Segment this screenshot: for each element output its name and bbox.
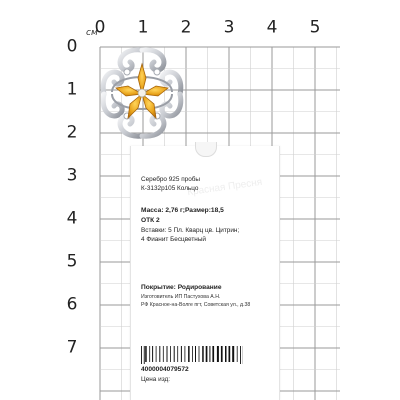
ruler-top-2: 2 bbox=[180, 17, 192, 38]
barcode-bar bbox=[221, 346, 223, 362]
barcode-bar bbox=[145, 346, 147, 362]
tag-weight-size: Масса: 2,76 г;Размер:18,5 bbox=[141, 207, 224, 214]
ruler-top-3: 3 bbox=[223, 17, 235, 38]
barcode-bar bbox=[177, 346, 178, 362]
ruler-left-1: 1 bbox=[66, 79, 78, 100]
tag-maker-2: РФ Красное-на-Волге пгт, Советская ул., д.38 bbox=[141, 302, 251, 308]
barcode-bar bbox=[159, 346, 160, 362]
ruler-left-5: 5 bbox=[66, 251, 78, 272]
barcode-guard-bar bbox=[144, 346, 145, 364]
tag-article: К-3132р105 Кольцо bbox=[141, 185, 199, 192]
flower-center-stone bbox=[138, 89, 146, 97]
barcode-bar bbox=[206, 346, 208, 362]
barcode-bar bbox=[192, 346, 193, 362]
ruler-left-4: 4 bbox=[66, 208, 78, 229]
tag-inserts-2: 4 Фианит Бесцветный bbox=[141, 236, 207, 243]
tag-otk: ОТК 2 bbox=[141, 217, 160, 224]
barcode-bar bbox=[156, 346, 157, 362]
barcode-bar bbox=[217, 346, 219, 362]
ruler-left-3: 3 bbox=[66, 165, 78, 186]
barcode-bar bbox=[232, 346, 234, 362]
ruler-left-7: 7 bbox=[66, 337, 78, 358]
barcode-bar bbox=[229, 346, 231, 362]
tag-inserts-1: Вставки: 5 Пл. Кварц цв. Цитрин; bbox=[141, 227, 240, 234]
tag-price-label: Цена изд: bbox=[141, 376, 171, 383]
ruler-left-2: 2 bbox=[66, 122, 78, 143]
barcode-bar bbox=[225, 346, 227, 362]
ruler-top-0: 0 bbox=[94, 17, 106, 38]
barcode-bar bbox=[202, 346, 204, 362]
ruler-left-6: 6 bbox=[66, 294, 78, 315]
price-tag bbox=[130, 146, 280, 400]
barcode-bar bbox=[181, 346, 182, 362]
barcode-bar bbox=[199, 346, 200, 362]
tag-metal: Серебро 925 пробы bbox=[141, 176, 201, 183]
barcode-bar bbox=[209, 346, 210, 362]
barcode-bar bbox=[152, 346, 153, 362]
barcode-bar bbox=[174, 346, 175, 362]
ruler-top-1: 1 bbox=[137, 17, 149, 38]
barcode-guard-bar bbox=[240, 346, 241, 364]
barcode-bar bbox=[212, 346, 214, 362]
barcode-bar bbox=[185, 346, 186, 362]
barcode-bar bbox=[237, 346, 238, 362]
tag-coating: Покрытие: Родирование bbox=[141, 284, 222, 291]
barcode-bar bbox=[188, 346, 190, 362]
barcode-bar bbox=[170, 346, 171, 362]
tag-watermark: Красная Пресня bbox=[186, 176, 263, 199]
barcode-bar bbox=[149, 346, 150, 362]
tag-hole bbox=[195, 142, 217, 157]
ruler-left-0: 0 bbox=[66, 36, 78, 57]
barcode-bar bbox=[167, 346, 168, 362]
barcode bbox=[139, 346, 243, 364]
ring-photo bbox=[94, 42, 190, 142]
tag-maker-1: Изготовитель ИП Пастухова А.Н. bbox=[141, 294, 221, 300]
ruler-top-5: 5 bbox=[309, 17, 321, 38]
barcode-bar bbox=[163, 346, 164, 362]
ruler-top-4: 4 bbox=[266, 17, 278, 38]
barcode-number: 4000004079572 bbox=[141, 366, 189, 373]
barcode-guard-bar bbox=[141, 346, 142, 364]
barcode-bar bbox=[195, 346, 196, 362]
ruler-unit-label: см bbox=[86, 28, 98, 38]
